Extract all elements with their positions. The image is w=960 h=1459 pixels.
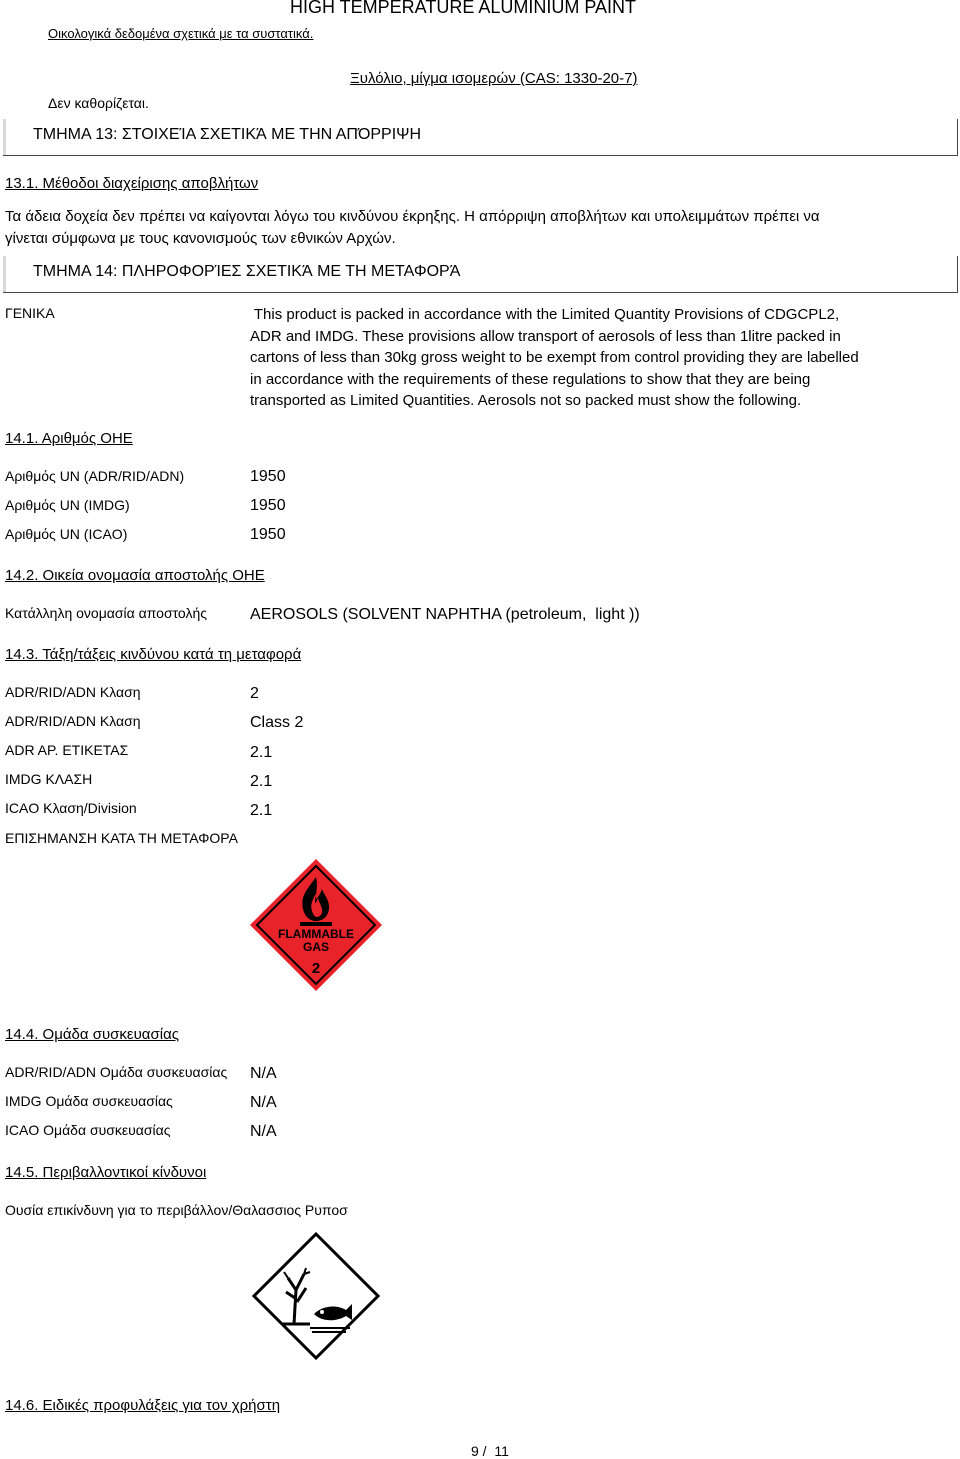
section-14-5-heading: 14.5. Περιβαλλοντικοί κίνδυνοι <box>5 1164 207 1181</box>
general-text-line: ADR and IMDG. These provisions allow transport of aerosols of less than 1litre packed in <box>250 327 841 345</box>
substance-name: Ξυλόλιο, μίγμα ισομερών (CAS: 1330-20-7) <box>350 70 638 87</box>
un-imdg-label: Αριθμός UN (IMDG) <box>5 497 130 513</box>
section-13-1-heading: 13.1. Μέθοδοι διαχείρισης αποβλήτων <box>5 175 259 192</box>
imdg-class-label: IMDG ΚΛΑΣΗ <box>5 771 93 787</box>
un-icao-value: 1950 <box>250 526 286 543</box>
class-label: ADR/RID/ADN Κλαση <box>5 684 141 700</box>
un-imdg-value: 1950 <box>250 497 286 514</box>
general-text <box>250 304 940 412</box>
packing-group-label: ICAO Ομάδα συσκευασίας <box>5 1122 171 1138</box>
section-13-title: ΤΜΗΜΑ 13: ΣΤΟΙΧΕΊΑ ΣΧΕΤΙΚΆ ΜΕ ΤΗΝ ΑΠΌΡΡΙΨΗ <box>33 126 422 143</box>
adr-label-no-label: ADR AP. ΕΤΙΚΕΤΑΣ <box>5 742 129 758</box>
disposal-text-line1: Τα άδεια δοχεία δεν πρέπει να καίγονται λόγω του κινδύνου έκρηξης. Η απόρριψη αποβλήτων και υπολειμμάτων πρέπει να <box>5 208 820 225</box>
shipping-name-label: Κατάλληλη ονομασία αποστολής <box>5 605 207 621</box>
shipping-name-value: AEROSOLS (SOLVENT NAPHTHA (petroleum, light )) <box>250 606 640 623</box>
packing-group-label: IMDG Ομάδα συσκευασίας <box>5 1093 173 1109</box>
general-label: ΓΕΝΙΚΑ <box>5 305 55 321</box>
flammable-text: FLAMMABLE <box>278 927 354 941</box>
flammable-gas-label-icon <box>248 857 384 993</box>
section-14-4-heading: 14.4. Ομάδα συσκευασίας <box>5 1026 179 1043</box>
section-14-3-heading: 14.3. Τάξη/τάξεις κινδύνου κατά τη μεταφορά <box>5 646 302 663</box>
transport-marking-label: ΕΠΙΣΗΜΑΝΣΗ ΚΑΤΑ ΤΗ ΜΕΤΑΦΟΡΑ <box>5 830 238 846</box>
class-label: ADR/RID/ADN Κλαση <box>5 713 141 729</box>
not-determined-text: Δεν καθορίζεται. <box>48 95 149 111</box>
environment-hazard-icon <box>248 1228 384 1364</box>
eco-data-heading: Οικολογικά δεδομένα σχετικά με τα συστατικά. <box>48 26 314 41</box>
general-text-line: in accordance with the requirements of these regulations to show that they are being <box>250 370 811 388</box>
class-value: Class 2 <box>250 714 304 731</box>
un-icao-label: Αριθμός UN (ICAO) <box>5 526 128 542</box>
section-14-1-heading: 14.1. Αριθμός ΟΗΕ <box>5 430 133 447</box>
un-adr-label: Αριθμός UN (ADR/RID/ADN) <box>5 468 185 484</box>
disposal-text-line2: γίνεται σύμφωνα με τους κανονισμούς των εθνικών Αρχών. <box>5 230 396 247</box>
page-number: 9 / 11 <box>471 1443 509 1459</box>
section-14-title: ΤΜΗΜΑ 14: ΠΛΗΡΟΦΟΡΊΕΣ ΣΧΕΤΙΚΆ ΜΕ ΤΗ ΜΕΤΑΦΟΡΆ <box>33 263 461 280</box>
general-text-line: transported as Limited Quantities. Aerosols not so packed must show the following. <box>250 392 802 409</box>
gas-text: GAS <box>302 940 330 954</box>
section-14-2-heading: 14.2. Οικεία ονομασία αποστολής ΟΗΕ <box>5 567 265 584</box>
icao-class-value: 2.1 <box>250 802 273 819</box>
general-text-line: cartons of less than 30kg gross weight to be exempt from control providing they are labelled <box>250 349 859 366</box>
general-text-line: This product is packed in accordance with the Limited Quantity Provisions of CDGCPL2, <box>250 306 840 323</box>
packing-group-value: N/A <box>250 1065 277 1082</box>
packing-group-value: N/A <box>250 1123 277 1140</box>
packing-group-label: ADR/RID/ADN Ομάδα συσκευασίας <box>5 1064 228 1080</box>
document-title: HIGH TEMPERATURE ALUMINIUM PAINT <box>290 0 637 17</box>
adr-label-no-value: 2.1 <box>250 744 273 761</box>
icao-class-label: ICAO Κλαση/Division <box>5 800 137 816</box>
packing-group-value: N/A <box>250 1094 277 1111</box>
class-number-text: 2 <box>311 960 321 977</box>
un-adr-value: 1950 <box>250 468 286 485</box>
class-value: 2 <box>250 685 259 702</box>
env-hazard-label: Ουσία επικίνδυνη για το περιβάλλον/Θαλασσιος Ρυποσ <box>5 1202 348 1218</box>
section-14-6-heading: 14.6. Ειδικές προφυλάξεις για τον χρήστη <box>5 1397 281 1414</box>
imdg-class-value: 2.1 <box>250 773 273 790</box>
